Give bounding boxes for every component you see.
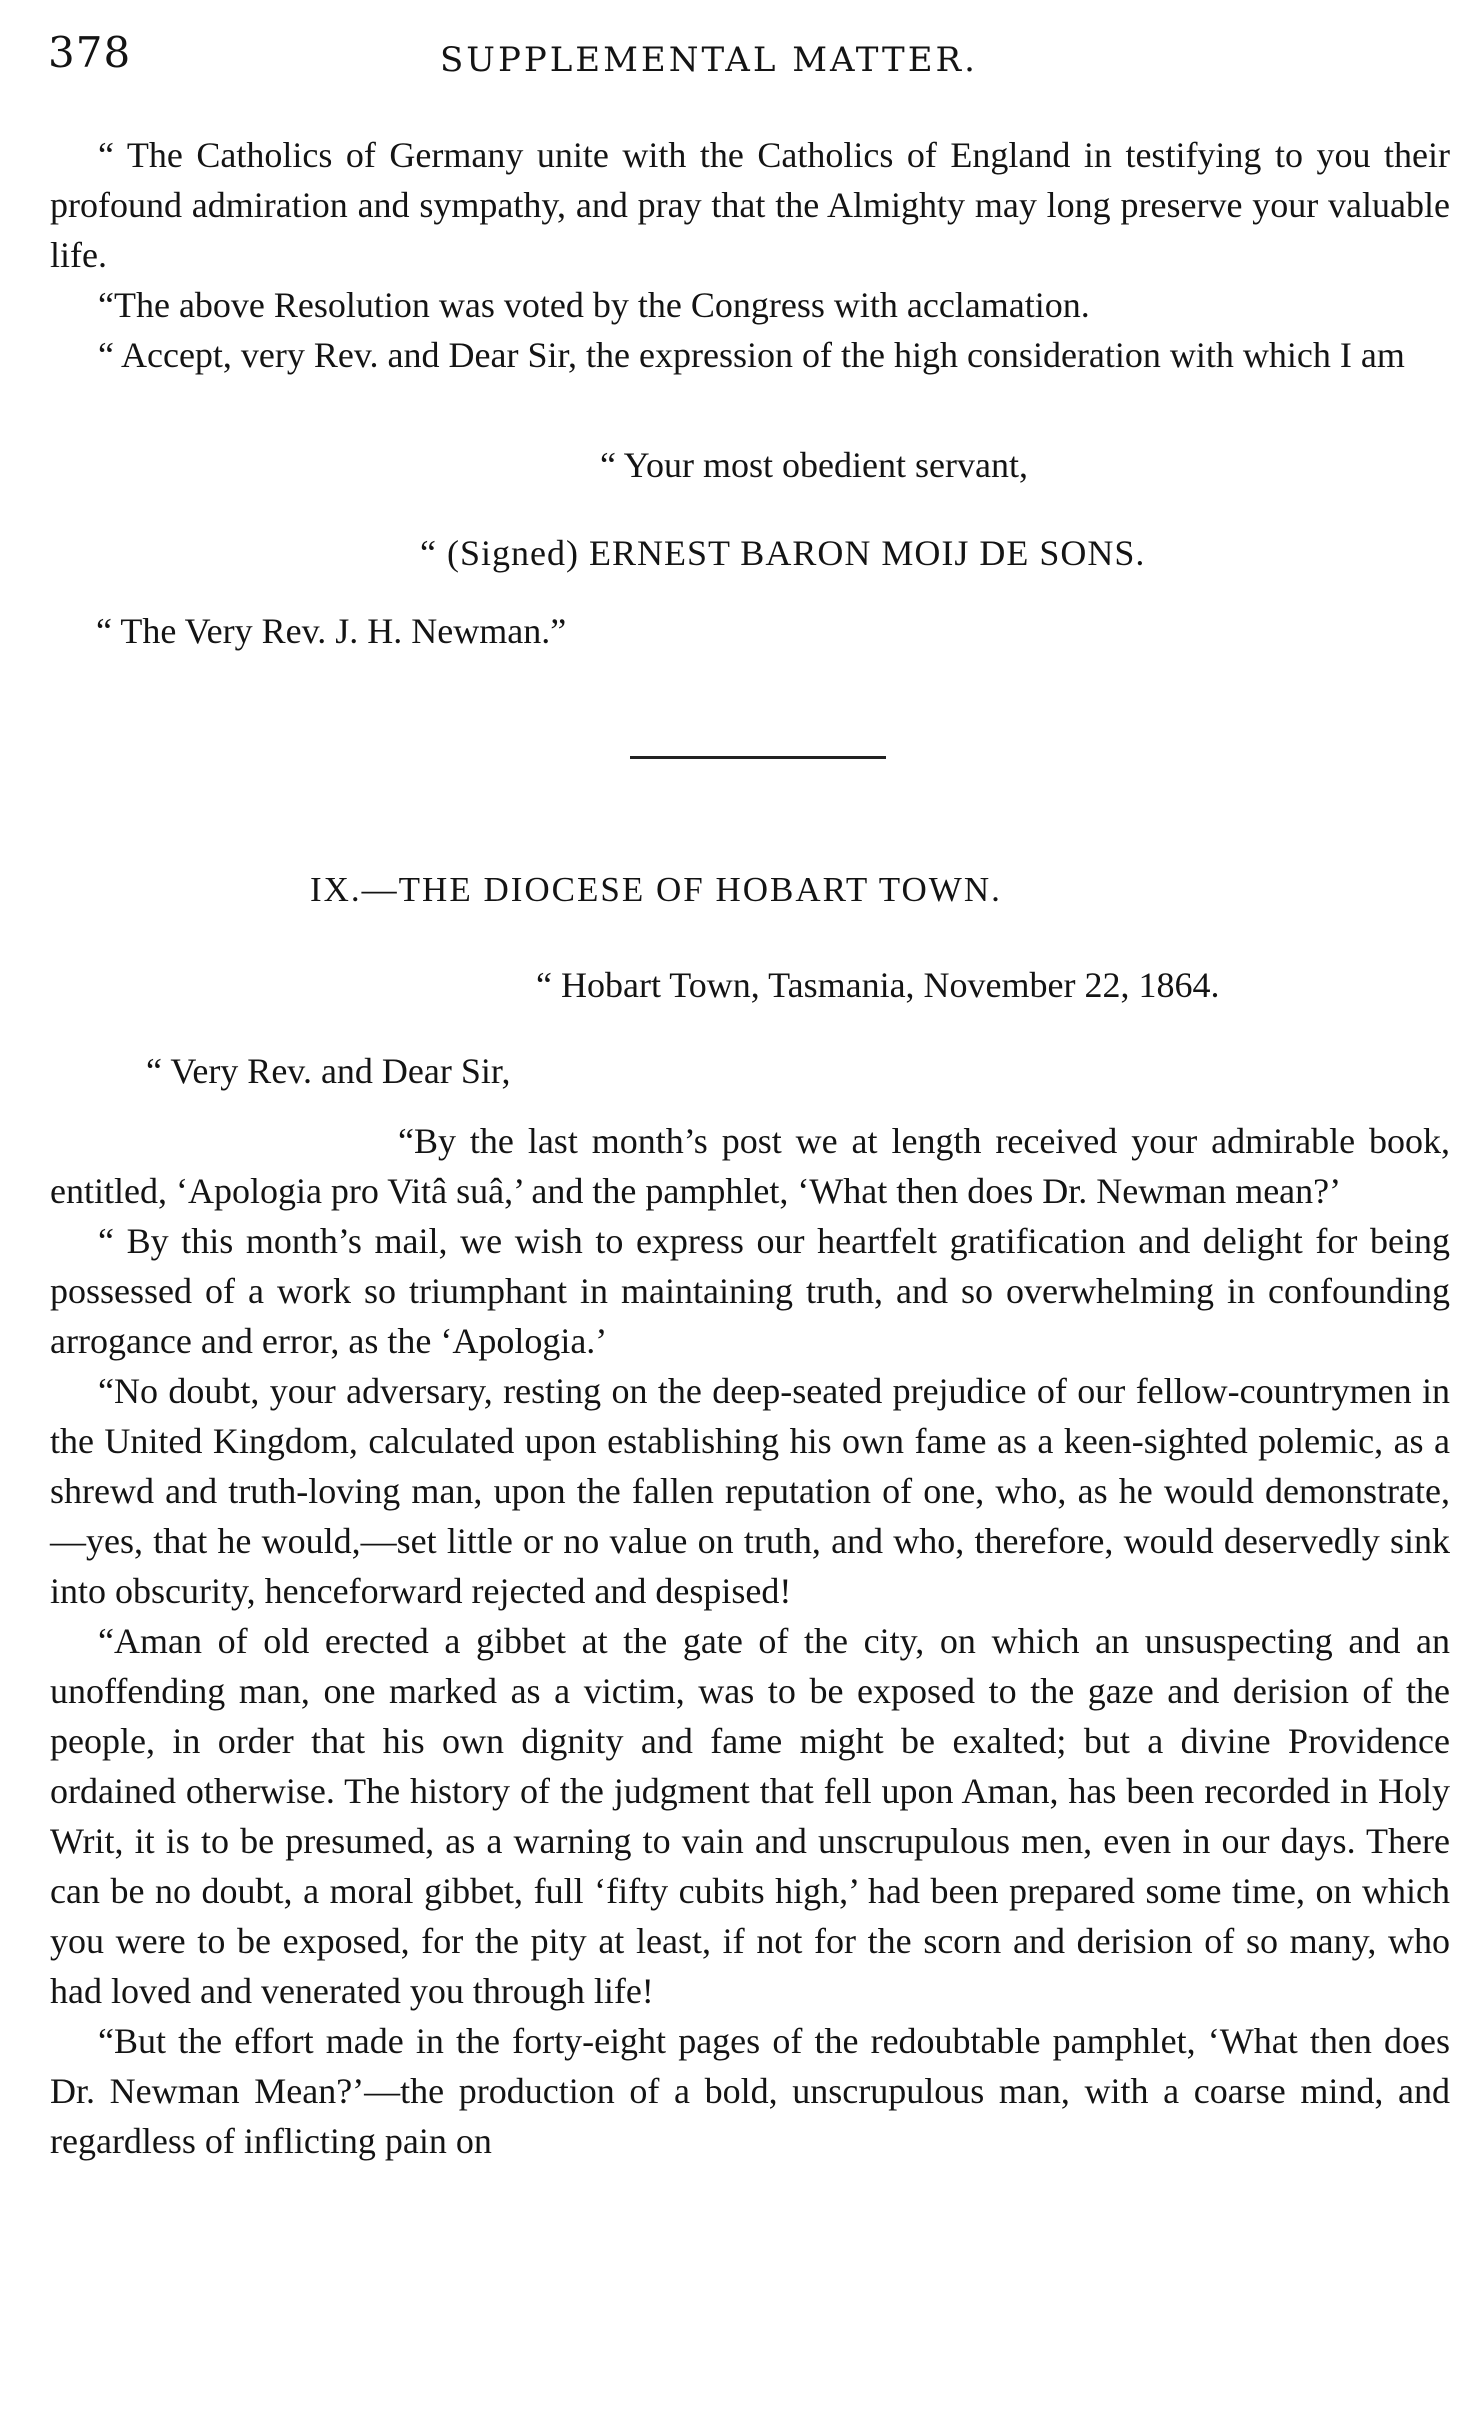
running-title: SUPPLEMENTAL MATTER.	[440, 40, 978, 80]
page-number: 378	[48, 28, 132, 77]
letter-body	[50, 130, 1450, 380]
letter2-paragraph: “By the last month’s post we at length received your admirable book, entitled, ‘Apologia pro Vitâ suâ,’ and the pamphlet, ‘What then does Dr. Newman mean?’	[50, 1121, 1450, 1211]
section-divider	[630, 756, 886, 759]
letter-signature: “ (Signed) ERNEST BARON MOIJ DE SONS.	[420, 533, 1146, 573]
dateline: “ Hobart Town, Tasmania, November 22, 1864.	[536, 965, 1220, 1005]
section-heading: IX.—THE DIOCESE OF HOBART TOWN.	[310, 870, 1002, 909]
letter2-paragraph: “Aman of old erected a gibbet at the gate of the city, on which an unsuspecting and an unoffending man, one marked as a victim, was to be exposed to the gaze and derision of the people, in order that his own dignity and fame might be exalted; but a divine Providence ordained otherwise. The history of the judgment that fell upon Aman, has been recorded in Holy Writ, it is to be presumed, as a warning to vain and unscrupulous men, even in our days. There can be no doubt, a moral gibbet, full ‘fifty cubits high,’ had been prepared some time, on which you were to be exposed, for the pity at least, if not for the scorn and derision of so many, who had loved and venerated you through life!	[50, 1621, 1450, 2011]
letter2-paragraph: “No doubt, your adversary, resting on the deep-seated prejudice of our fellow-countrymen in the United Kingdom, calculated upon establishing his own fame as a keen-sighted polemic, as a shrewd and truth-loving man, upon the fallen reputation of one, who, as he would demonstrate,—yes, that he would,—set little or no value on truth, and who, therefore, would deservedly sink into obscurity, henceforward rejected and despised!	[50, 1371, 1450, 1611]
letter-paragraph: “The above Resolution was voted by the Congress with acclamation.	[98, 285, 1090, 325]
letter-addressee: “ The Very Rev. J. H. Newman.”	[96, 611, 567, 651]
letter-paragraph: “ The Catholics of Germany unite with the Catholics of England in testifying to you their profound admiration and sympathy, and pray that the Almighty may long preserve your valuable life.	[50, 135, 1450, 275]
letter2-paragraph: “But the effort made in the forty-eight pages of the redoubtable pamphlet, ‘What then does Dr. Newman Mean?’—the production of a bold, unscrupulous man, with a coarse mind, and regardless of inflicting pain on	[50, 2021, 1450, 2161]
letter-paragraph: “ Accept, very Rev. and Dear Sir, the expression of the high consideration with which I am	[98, 335, 1405, 375]
letter2-body	[50, 1116, 1450, 2166]
letter2-paragraph: “ By this month’s mail, we wish to express our heartfelt gratification and delight for being possessed of a work so triumphant in maintaining truth, and so overwhelming in confounding arrogance and error, as the ‘Apologia.’	[50, 1221, 1450, 1361]
letter-closing: “ Your most obedient servant,	[600, 445, 1028, 485]
salutation: “ Very Rev. and Dear Sir,	[146, 1051, 511, 1091]
